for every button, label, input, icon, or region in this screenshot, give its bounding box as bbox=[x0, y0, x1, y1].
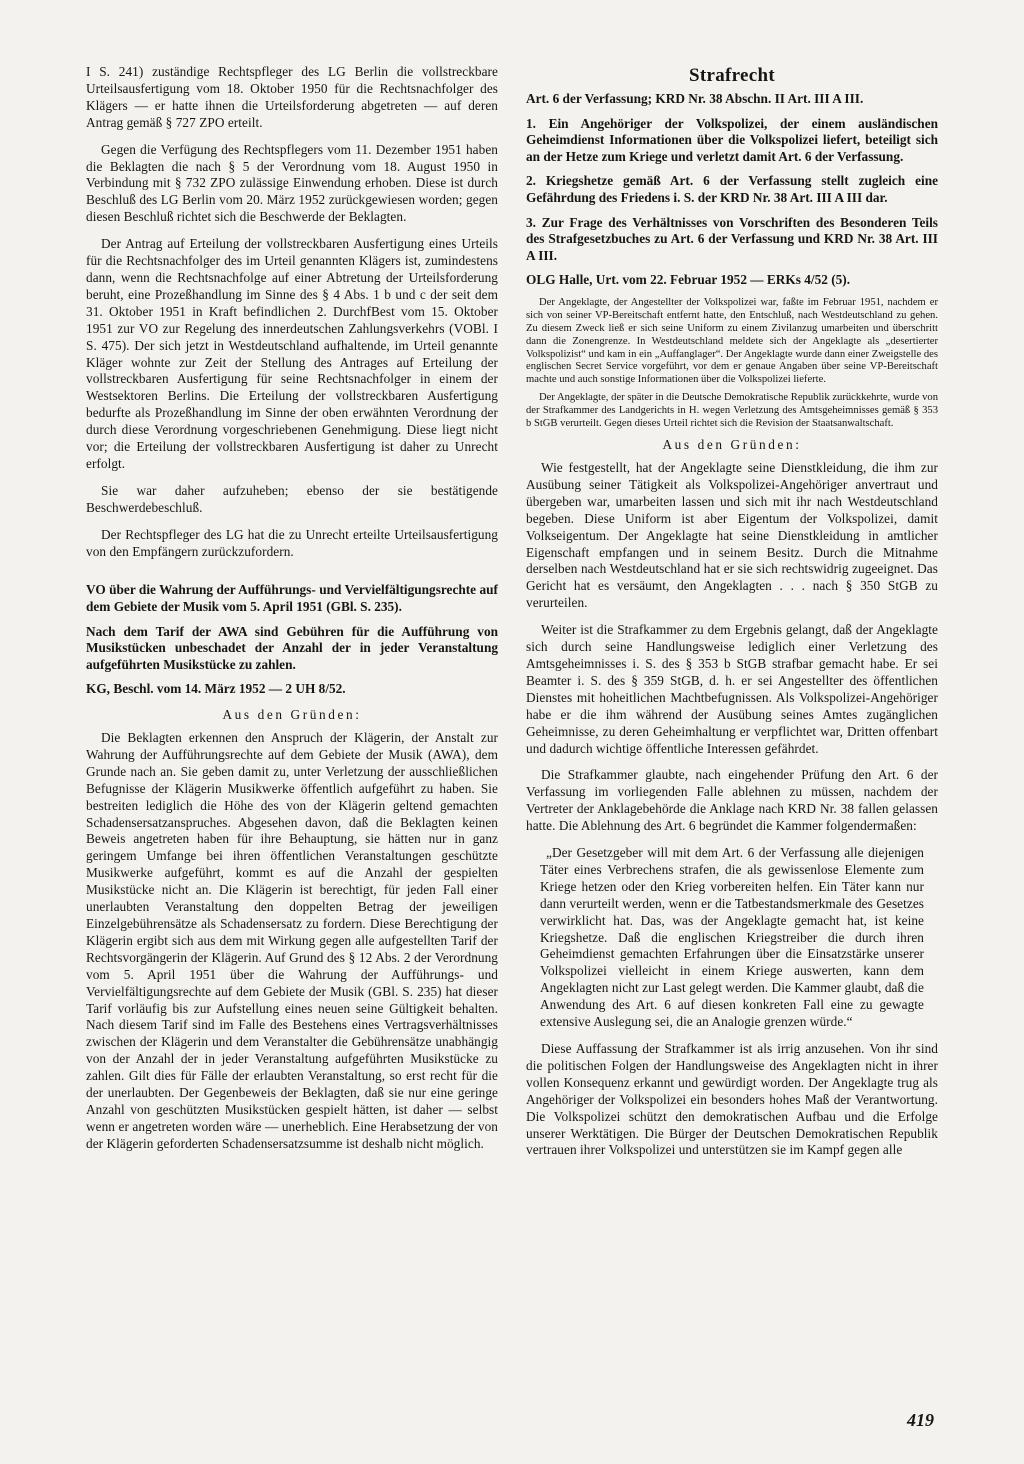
facts-paragraph: Der Angeklagte, der Angestellter der Volkspolizei war, faßte im Februar 1951, nachdem er sich von seiner VP-Bereitschaft entfernt hatte, den Entschluß, nach Westdeutschland zu gehen. Zu diesem Zweck ließ er sich seine Uniform zu einem Zivilanzug umarbeiten und überschritt dann die Zonengrenze. In Westdeutschland meldete sich der Angeklagte als „desertierter Volkspolizist“ und kam in ein „Auffanglager“. Der Angeklagte wurde dann einer Zweigstelle des englischen Secret Service vorgeführt, vor dem er genaue Angaben über seine VP-Bereitschaft machte und auch sonstige Informationen über die Volkspolizei lieferte. bbox=[526, 296, 938, 386]
statute-heading: VO über die Wahrung der Aufführungs- und Vervielfältigungsrechte auf dem Gebiete der Musik vom 5. April 1951 (GBl. S. 235). bbox=[86, 582, 498, 615]
block-quote: „Der Gesetzgeber will mit dem Art. 6 der Verfassung alle diejenigen Täter eines Verbrechens strafen, die als gewissenlose Elemente zum Kriege hetzen oder den Krieg vorbereiten helfen. Ein Täter kann nur dann verurteilt werden, wenn er die Tatbestandsmerkmale des Gesetzes verwirklicht hat. Das, was der Angeklagte gemacht hat, ist keine Kriegshetze. Daß die englischen Kriegstreiber die durch ihren Geheimdienst gemachten Erfahrungen über die Einsatzstärke unserer Volkspolizei vielleicht in einem Kriege auswerten, kann dem Angeklagten nicht zur Last gelegt werden. Die Kammer glaubt, daß die Anwendung des Art. 6 auf diesen konkreten Fall eine zu gewagte extensive Auslegung sei, die an Analogie grenzen würde.“ bbox=[540, 845, 924, 1030]
reasons-heading: Aus den Gründen: bbox=[662, 437, 802, 452]
court-citation: KG, Beschl. vom 14. März 1952 — 2 UH 8/52. bbox=[86, 681, 346, 697]
paragraph: Wie festgestellt, hat der Angeklagte seine Dienstkleidung, die ihm zur Ausübung seiner Tätigkeit als Volkspolizei-Angehöriger anvertraut und übergeben war, umarbeiten lassen und sich mit ihr nach Westdeutschland begeben. Diese Uniform ist aber Eigentum der Volkspolizei, damit Volkseigentum. Der Angeklagte hat seine Dienstkleidung in amtlicher Eigenschaft empfangen und in seinem Besitz. Durch die Mitnahme derselben nach Westdeutschland hat er sie sich rechtswidrig zugeeignet. Das Gericht hat es versäumt, den Angeklagten . . . nach § 350 StGB zu verurteilen. bbox=[526, 460, 938, 611]
statute-heading: Art. 6 der Verfassung; KRD Nr. 38 Abschn. II Art. III A III. bbox=[526, 91, 864, 106]
paragraph: Der Antrag auf Erteilung der vollstreckbaren Ausfertigung eines Urteils für die Rechtsnachfolger des im Urteil genannten Klägers ist, zumindestens dann, wenn die Rechtsnachfolge auf einer Abtretung der Urteilsforderung beruht, eine Prozeßhandlung im Sinne des § 4 Abs. 1 b und c der seit dem 31. Oktober 1951 in Kraft befindlichen 2. DurchfBest vom 15. Oktober 1951 zur VO zur Regelung des innerdeutschen Zahlungsverkehrs (VOBl. I S. 475). Der sich jetzt in Westdeutschland aufhaltende, im Urteil genannte Kläger wohnte zur Zeit der Stellung des Antrages auf Erteilung der vollstreckbaren Ausfertigung für seine Rechtsnachfolger in einem der Westsektoren Berlins. Die Erteilung der vollstreckbaren Ausfertigung bedurfte als Prozeßhandlung im Sinne der oben erwähnten Verordnung der durch diese Verordnung vorgeschriebenen Genehmigung. Diese liegt nicht vor; die Erteilung der vollstreckbaren Ausfertigung ist daher zu Unrecht erfolgt. bbox=[86, 236, 498, 471]
court-citation: OLG Halle, Urt. vom 22. Februar 1952 — ERKs 4/52 (5). bbox=[526, 272, 851, 288]
paragraph: Die Strafkammer glaubte, nach eingehender Prüfung den Art. 6 der Verfassung im vorliegenden Falle ablehnen zu müssen, nachdem der Vertreter der Anklagebehörde die Anklage nach KRD Nr. 38 fallen gelassen hatte. Die Ablehnung des Art. 6 begründet die Kammer folgendermaßen: bbox=[526, 767, 938, 834]
right-column bbox=[526, 64, 938, 1169]
headnote: Nach dem Tarif der AWA sind Gebühren für die Aufführung von Musikstücken unbeschadet der Anzahl der in jeder Veranstaltung aufgeführten Musikstücke zu zahlen. bbox=[86, 623, 498, 672]
paragraph: Der Rechtspfleger des LG hat die zu Unrecht erteilte Urteilsausfertigung von den Empfängern zurückzufordern. bbox=[86, 526, 498, 559]
headnote: 3. Zur Frage des Verhältnisses von Vorschriften des Besonderen Teils des Strafgesetzbuches zu Art. 6 der Verfassung und KRD Nr. 38 Art. III A III. bbox=[526, 214, 938, 263]
section-title: Strafrecht bbox=[688, 65, 775, 86]
paragraph: Weiter ist die Strafkammer zu dem Ergebnis gelangt, daß der Angeklagte sich durch seine Handlungsweise lediglich einer Verletzung des Amtsgeheimnisses i. S. des § 353 b StGB strafbar gemacht habe. Er sei Beamter i. S. des § 359 StGB, d. h. er sei Angestellter des öffentlichen Dienstes mit hoheitlichen Machtbefugnissen. Als Volkspolizei-Angehöriger habe er die ihm während der Ausübung seines Amtes zugänglichen Geheimnisse, zu deren Geheimhaltung er verpflichtet war, Dritten offenbart und dadurch wichtige öffentliche Interessen gefährdet. bbox=[526, 622, 938, 756]
facts-paragraph: Der Angeklagte, der später in die Deutsche Demokratische Republik zurückkehrte, wurde von der Strafkammer des Landgerichts in H. wegen Verletzung des Amtsgeheimnisses gemäß § 353 b StGB verurteilt. Gegen dieses Urteil richtet sich die Revision der Staatsanwaltschaft. bbox=[526, 392, 938, 430]
paragraph: Gegen die Verfügung des Rechtspflegers vom 11. Dezember 1951 haben die Beklagten die nach § 5 der Verordnung vom 18. August 1950 in Verbindung mit § 732 ZPO zulässige Einwendung erhoben. Diese ist durch Beschluß des LG Berlin vom 20. März 1952 zurückgewiesen worden; gegen diesen Beschluß richtet sich die Beschwerde der Beklagten. bbox=[86, 141, 498, 225]
reasons-heading: Aus den Gründen: bbox=[222, 707, 362, 723]
paragraph: I S. 241) zuständige Rechtspfleger des LG Berlin die vollstreckbare Urteilsausfertigung vom 18. Oktober 1950 für die Rechtsnachfolger des Klägers — er hatte ihnen die Urteilsforderung abgetreten — auf deren Antrag gemäß § 727 ZPO erteilt. bbox=[86, 64, 498, 130]
paragraph: Die Beklagten erkennen den Anspruch der Klägerin, der Anstalt zur Wahrung der Aufführungsrechte auf dem Gebiete der Musik (AWA), dem Grunde nach an. Sie geben damit zu, unter Verletzung der ausschließlichen Befugnisse der Klägerin Musikwerke öffentlich aufgeführt zu haben. Sie bestreiten lediglich die Höhe des von der Klägerin geltend gemachten Schadensersatzanspruches. Abgesehen davon, daß die Beklagten keinen Beweis angetreten haben für ihre Behauptung, sie hätten nur in ganz geringem Umfange bei ihren öffentlichen Veranstaltungen geschützte Musikwerke aufgeführt, kommt es auf die Anzahl der gespielten Musikstücke nicht an. Die Klägerin ist berechtigt, für jeden Fall einer unerlaubten Veranstaltung den doppelten Betrag der jeweiligen Einzelgebührensätze als Schadensersatz zu fordern. Diese Berechtigung der Klägerin ergibt sich aus dem mit Wirkung gegen alle aufgestellten Tarif der Rechtsvorgängerin der Klägerin. Auf Grund des § 12 Abs. 2 der Verordnung vom 5. April 1951 über die Wahrung der Aufführungs- und Vervielfältigungsrechte auf dem Gebiete der Musik (GBl. S. 235) hat dieser Tarif vorläufig bis zur Aufstellung eines neuen seine Gültigkeit behalten. Nach diesem Tarif sind im Falle des Bestehens eines Vertragsverhältnisses zwischen der Klägerin und dem Veranstalter die Gebührensätze unabhängig von der Anzahl der in jeder Veranstaltung aufgeführten Musikstücke zu zahlen. Gilt dies für Fälle der erlaubten Veranstaltung, so erst recht für die der unerlaubten. Der Gegenbeweis der Beklagten, daß sie nur eine geringe Anzahl von geschützten Musikstücken gespielt hätten, ist daher — selbst wenn er angetreten worden wäre — unerheblich. Eine Herabsetzung der von der Klägerin geforderten Schadensersatzsumme ist deshalb nicht möglich. bbox=[86, 730, 498, 1151]
headnote: 2. Kriegshetze gemäß Art. 6 der Verfassung stellt zugleich eine Gefährdung des Friedens i. S. der KRD Nr. 38 Art. III A III dar. bbox=[526, 173, 938, 205]
headnote: 1. Ein Angehöriger der Volkspolizei, der einem ausländischen Geheimdienst Informationen über die Volkspolizei liefert, beteiligt sich an der Hetze zum Kriege und verletzt damit Art. 6 der Verfassung. bbox=[526, 115, 938, 164]
paragraph: Diese Auffassung der Strafkammer ist als irrig anzusehen. Von ihr sind die politischen Folgen der Handlungsweise des Angeklagten nicht in ihrer vollen Konsequenz erkannt und gewürdigt worden. Der Angeklagte trug als Angehöriger der Volkspolizei ein besonders hohes Maß der Verantwortung. Die Volkspolizei schützt den demokratischen Aufbau und die Erfolge unserer Werktätigen. Die Bürger der Deutschen Demokratischen Republik vertrauen ihrer Volkspolizei und unterstützen sie im Kampf gegen alle bbox=[526, 1041, 938, 1158]
page-number: 419 bbox=[907, 1410, 934, 1430]
left-column bbox=[86, 64, 498, 1163]
paragraph: Sie war daher aufzuheben; ebenso der sie bestätigende Beschwerdebeschluß. bbox=[86, 482, 498, 515]
